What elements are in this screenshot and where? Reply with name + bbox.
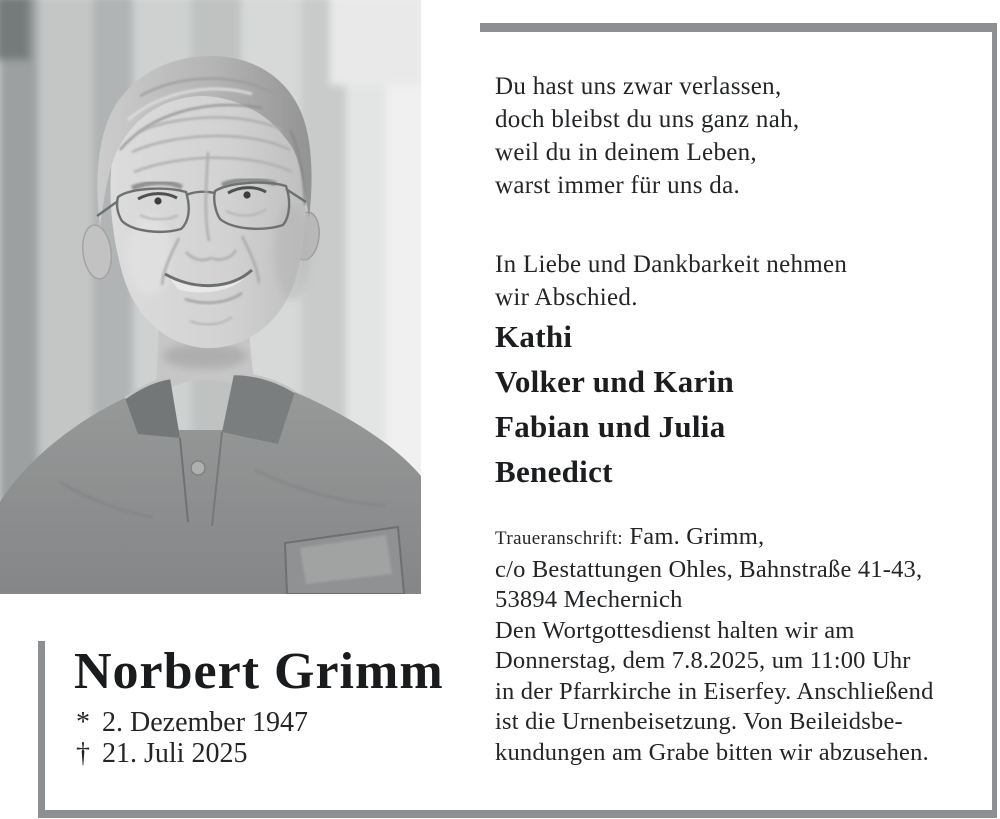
life-dates [76,707,308,769]
verse-line: doch bleibst du uns ganz nah, [495,106,800,133]
verse-line: warst immer für uns da. [495,172,741,199]
service-info-line: in der Pfarrkirche in Eiserfey. Anschließend [495,677,934,705]
frame-bottom-bar [38,810,997,818]
funeral-details [495,522,975,768]
frame-right-line [992,31,997,810]
deceased-name: Norbert Grimm [74,643,444,700]
mourning-address-line: c/o Bestattungen Ohles, Bahnstraße 41-43, [495,555,923,583]
mourning-address-line: 53894 Mechernich [495,586,683,613]
memorial-verse [495,70,975,202]
service-info-line: Donnerstag, dem 7.8.2025, um 11:00 Uhr [495,647,911,674]
mourning-address-line [495,522,975,555]
birth-date: 2. Dezember 1947 [102,707,309,738]
portrait-photo [0,0,421,594]
farewell-line: In Liebe und Dankbarkeit nehmen [495,251,848,278]
service-info-line: kundungen am Grabe bitten wir abzusehen. [495,738,929,766]
verse-line: Du hast uns zwar verlassen, [495,73,782,100]
frame-left-bar [38,641,45,810]
mourner-name: Benedict [495,454,613,489]
farewell-line: wir Abschied. [495,284,638,311]
death-date-line [76,738,308,769]
death-symbol: † [76,738,90,769]
service-info-line: Den Wortgottesdienst halten wir am [495,616,855,644]
notice-text-column [495,70,975,768]
birth-symbol: * [76,707,90,738]
shirt-button [191,461,205,475]
mourning-address-label: Traueranschrift: [495,528,624,549]
mourner-name: Kathi [495,319,573,354]
frame-top-bar [480,23,997,32]
birth-date-line [76,707,308,738]
mourner-name: Fabian und Julia [495,409,726,444]
farewell-statement [495,248,975,314]
mourning-address-name: Fam. Grimm, [629,523,765,550]
mourner-name: Volker und Karin [495,364,735,399]
death-date: 21. Juli 2025 [102,738,248,769]
service-info-line: ist die Urnenbeisetzung. Von Beileidsbe- [495,708,903,735]
verse-line: weil du in deinem Leben, [495,139,757,166]
mourners-list [495,314,975,494]
